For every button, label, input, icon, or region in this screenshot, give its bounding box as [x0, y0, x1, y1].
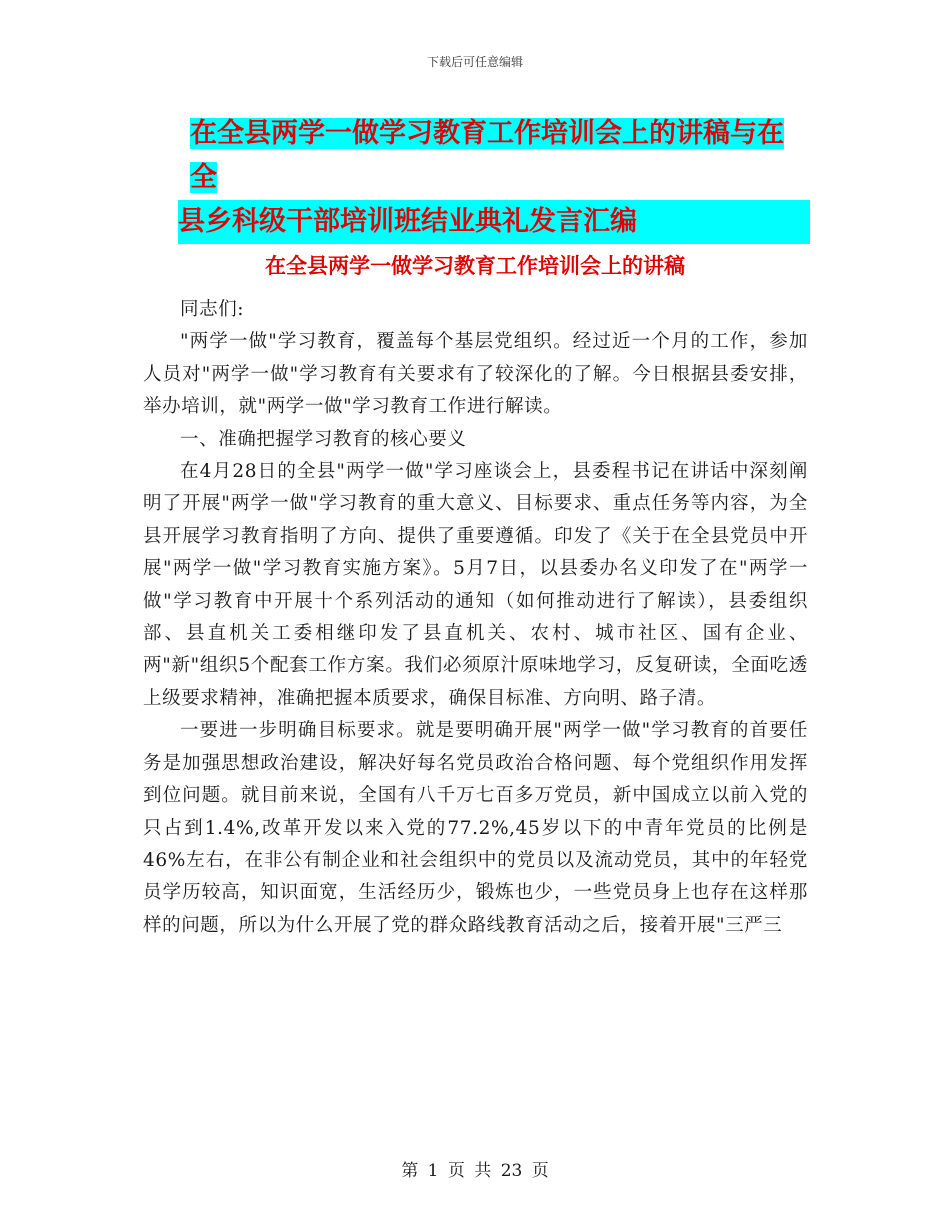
title-line-2-text: 县乡科级干部培训班结业典礼发言汇编: [178, 206, 637, 237]
document-title: [178, 112, 810, 244]
salutation: 同志们:: [180, 299, 245, 320]
document-body: [143, 294, 808, 942]
paragraph-section-1: 在4月28日的全县"两学一做"学习座谈会上，县委程书记在讲话中深刻阐明了开展"两学一做"学习教育的重大意义、目标要求、重点任务等内容，为全县开展学习教育指明了方向、提供了重要遵循。印发了《关于在全县党员中开展"两学一做"学习教育实施方案》。5月7日，以县委办名义印发了在"两学一做"学习教育中开展十个系列活动的通知（如何推动进行了解读），县委组织部、县直机关工委相继印发了县直机关、农村、城市社区、国有企业、两"新"组织5个配套工作方案。我们必须原汁原味地学习，反复研读，全面吃透上级要求精神，准确把握本质要求，确保目标准、方向明、路子清。: [143, 461, 808, 709]
section-title: 在全县两学一做学习教育工作培训会上的讲稿: [265, 254, 685, 278]
section-heading-1: 一、准确把握学习教育的核心要义: [180, 428, 467, 450]
title-line-1: 在全县两学一做学习教育工作培训会上的讲稿与在全: [190, 118, 784, 193]
paragraph-goal: 一要进一步明确目标要求。就是要明确开展"两学一做"学习教育的首要任务是加强思想政治建设，解决好每名党员政治合格问题、每个党组织作用发挥到位问题。就目前来说，全国有八千万七百多万党员，新中国成立以前入党的只占到1.4%,改革开发以来入党的77.2%,45岁以下的中青年党员的比例是46%左右，在非公有制企业和社会组织中的党员以及流动党员，其中的年轻党员学历较高，知识面宽，生活经历少，锻炼也少，一些党员身上也存在这样那样的问题，所以为什么开展了党的群众路线教育活动之后，接着开展"三严三: [143, 720, 808, 936]
header-note: 下载后可任意编辑: [426, 55, 523, 69]
title-line-2: [178, 200, 810, 244]
page-footer: 第 1 页 共 23 页: [401, 1161, 549, 1181]
paragraph-intro: "两学一做"学习教育，覆盖每个基层党组织。经过近一个月的工作，参加人员对"两学一做"学习教育有关要求有了较深化的了解。今日根据县委安排，举办培训，就"两学一做"学习教育工作进行解读。: [143, 331, 808, 418]
